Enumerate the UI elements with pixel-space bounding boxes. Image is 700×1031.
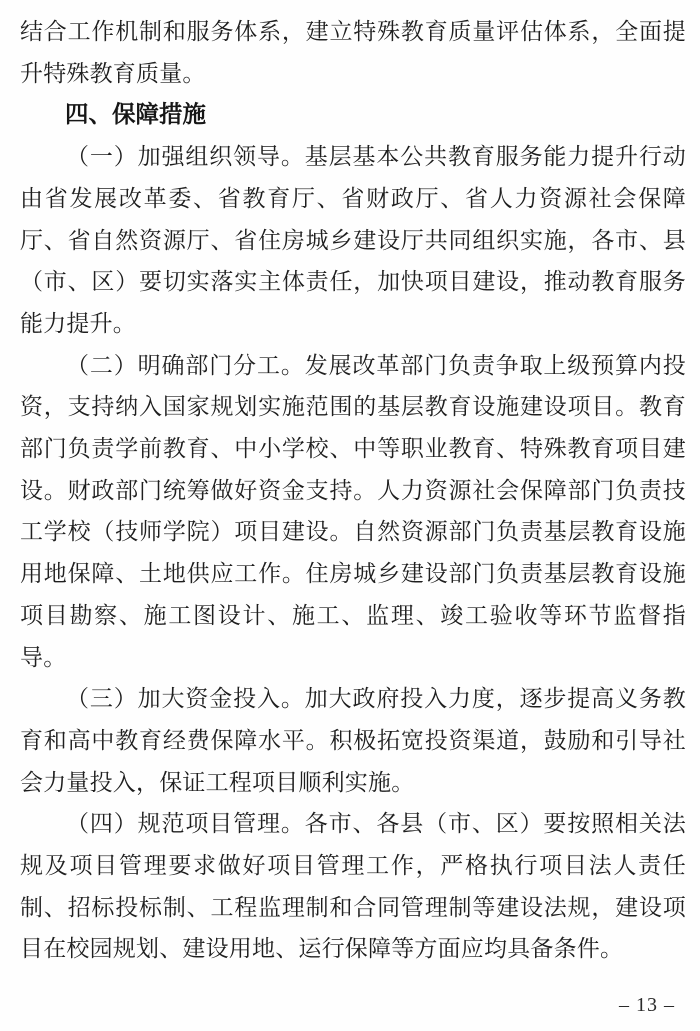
paragraph-measure-2: （二）明确部门分工。发展改革部门负责争取上级预算内投资，支持纳入国家规划实施范围的基层教育设施建设项目。教育部门负责学前教育、中小学校、中等职业教育、特殊教育项目建设。财政部门统筹做好资金支持。人力资源社会保障部门负责技工学校（技师学院）项目建设。自然资源部门负责基层教育设施用地保障、土地供应工作。住房城乡建设部门负责基层教育设施项目勘察、施工图设计、施工、监理、竣工验收等环节监督指导。 [20,352,686,670]
paragraph-measure-4: （四）规范项目管理。各市、各县（市、区）要按照相关法规及项目管理要求做好项目管理工作，严格执行项目法人责任制、招标投标制、工程监理制和合同管理制等建设法规，建设项目在校园规划、建设用地、运行保障等方面应均具备条件。 [20,811,686,962]
paragraph-measure-3: （三）加大资金投入。加大政府投入力度，逐步提高义务教育和高中教育经费保障水平。积极拓宽投资渠道，鼓励和引导社会力量投入，保证工程项目顺利实施。 [20,686,686,795]
document-content [20,11,686,970]
section-heading: 四、保障措施 [65,101,206,128]
paragraph-measure-1: （一）加强组织领导。基层基本公共教育服务能力提升行动由省发展改革委、省教育厅、省财政厅、省人力资源社会保障厅、省自然资源厅、省住房城乡建设厅共同组织实施，各市、县（市、区）要切实落实主体责任，加快项目建设，推动教育服务能力提升。 [20,144,686,336]
paragraph-continuation: 结合工作机制和服务体系，建立特殊教育质量评估体系，全面提升特殊教育质量。 [20,19,686,86]
page-number: – 13 – [619,994,675,1016]
